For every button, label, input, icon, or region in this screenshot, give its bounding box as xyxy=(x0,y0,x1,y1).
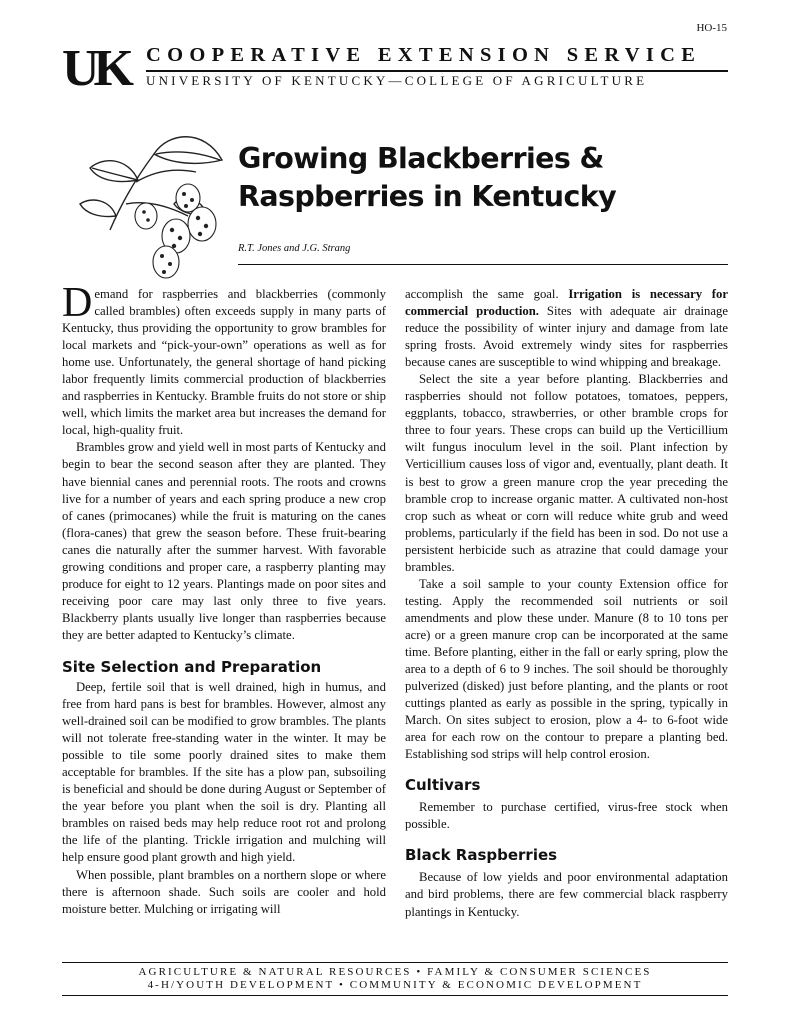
body-paragraph: Because of low yields and poor environmental adaptation and bird problems, there are few commercial black raspberry plantings in Kentucky. xyxy=(405,870,728,919)
title-line-1: Growing Blackberries & xyxy=(238,142,604,175)
document-title xyxy=(238,140,616,216)
right-column xyxy=(405,286,728,921)
uk-logo-text: UK xyxy=(62,43,128,89)
footer-divider-top xyxy=(62,962,728,963)
body-paragraph: Select the site a year before planting. Blackberries and raspberries should not follow potatoes, tomatoes, peppers, eggplants, tobacco, strawberries, or other bramble crops for three to four years. These crops can build up the Verticillium wilt fungus inoculum level in the soil. Plant infection by Verticillium causes loss of vigor and, eventually, plant death. It is best to grow a green manure crop the year preceding the bramble crop to increase organic matter. A cultivated non-host crop such as wheat or corn will reduce white grub and weed problems, particularly if the field has been in sod. Do not use a persistent herbicide such as atrazine that could damage your brambles. xyxy=(405,372,728,574)
blackberry-illustration xyxy=(76,120,226,285)
authors-byline: R.T. Jones and J.G. Strang xyxy=(238,243,351,254)
cooperative-extension-heading: COOPERATIVE EXTENSION SERVICE xyxy=(146,44,702,66)
section-heading-black-raspberries: Black Raspberries xyxy=(405,846,558,865)
left-column xyxy=(62,280,386,918)
footer-line-2: 4-H/YOUTH DEVELOPMENT • COMMUNITY & ECONOMIC DEVELOPMENT xyxy=(147,979,643,991)
body-paragraph: Remember to purchase certified, virus-free stock when possible. xyxy=(405,800,728,832)
footer-divider-bottom xyxy=(62,995,728,996)
section-heading-site-selection: Site Selection and Preparation xyxy=(62,657,322,676)
title-divider xyxy=(238,264,728,265)
header-divider xyxy=(146,70,728,72)
uk-logo xyxy=(62,43,138,89)
document-id: HO-15 xyxy=(696,22,727,34)
title-line-2: Raspberries in Kentucky xyxy=(238,180,617,213)
body-paragraph: accomplish the same goal. Irrigation is necessary for commercial production. Sites with adequate air drainage reduce the possibility of winter injury and damage from late spring frosts. Avoid extremely windy sites for raspberries because canes are susceptible to wind whipping and breakage. xyxy=(405,287,728,370)
body-paragraph: When possible, plant brambles on a northern slope or where there is afternoon shade. Such soils are cooler and hold moisture better. Mulching or irrigating will xyxy=(62,867,386,916)
intro-paragraph: Demand for raspberries and blackberries (commonly called brambles) often exceeds supply in many parts of Kentucky, thus providing the opportunity to grow brambles for local markets and “pick-your-own” operations as well as for home use. Unfortunately, the general shortage of hand picking labor frequently limits commercial production of blackberries and raspberries in Kentucky. Bramble fruits do not store or ship well, which limits the market area but increases the demand for local, high-quality fruit. xyxy=(62,280,386,438)
section-heading-cultivars: Cultivars xyxy=(405,776,481,795)
body-paragraph: Brambles grow and yield well in most parts of Kentucky and begin to bear the second season after they are planted. They have biennial canes and perennial roots. The roots and crowns live for a number of years and each spring produce a new crop of canes (primocanes) while the fruit is maturing on the canes (flora-canes) that grew the season before. These fruit-bearing canes die naturally after the summer harvest. With favorable growing conditions and proper care, a raspberry planting may produce for eight to 12 years. Plantings made on poor sites and receiving poor care may last only three to five years. Blackberry plants usually live longer than raspberries because they are better adapted to Kentucky’s climate. xyxy=(62,440,386,642)
drop-cap: D xyxy=(62,280,93,326)
irrigation-emphasis: Irrigation is necessary for commercial production. xyxy=(405,287,728,319)
body-paragraph: Deep, fertile soil that is well drained, high in humus, and free from hard pans is best for brambles. However, almost any well-drained soil can be modified to grow brambles. The plants will not tolerate free-standing water in the winter. It may be possible to tile some poorly drained sites to make them acceptable for brambles. If the site has a plow pan, subsoiling is beneficial and should be done during August or September of the year before you plant when the soil is dry. Planting all brambles on raised beds may help reduce root rot and prolong the life of the planting. Trickle irrigation and mulching will help ensure good plant growth and high yield. xyxy=(62,679,386,865)
footer-line-1: AGRICULTURE & NATURAL RESOURCES • FAMILY & CONSUMER SCIENCES xyxy=(138,966,652,978)
body-paragraph: Take a soil sample to your county Extension office for testing. Apply the recommended soil nutrients or soil amendments and plow these under. Manure (8 to 10 tons per acre) or a green manure crop can be incorporated at the same time. Before planting, either in the fall or early spring, plow the area to a depth of 6 to 9 inches. The soil should be thoroughly pulverized (disked) just before planting, and the plants or root cuttings planted as early as possible in the spring, typically in March. On sites subject to erosion, plow a 4- to 6-foot wide area for each row on the contour to prepare a planting bed. Establishing sod strips will help control erosion. xyxy=(405,576,728,762)
university-subheading: UNIVERSITY OF KENTUCKY—COLLEGE OF AGRICULTURE xyxy=(146,73,648,88)
